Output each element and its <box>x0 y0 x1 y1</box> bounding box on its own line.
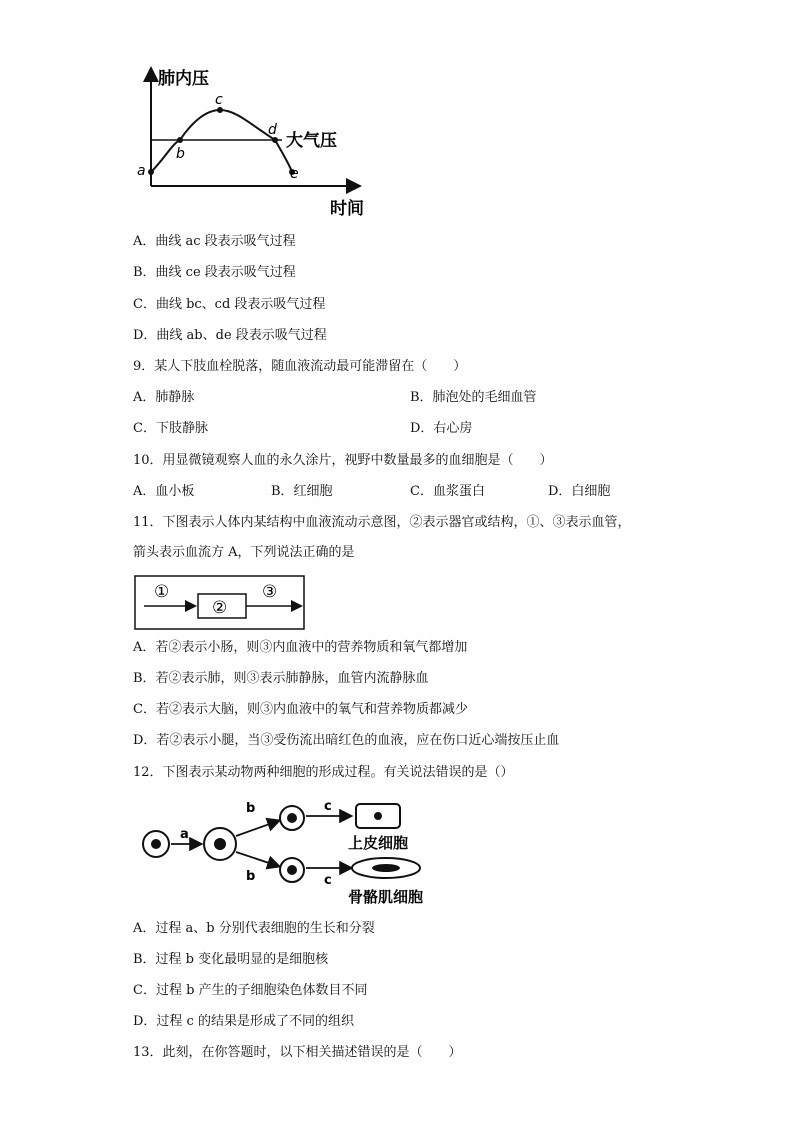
muscle-cell-label: 骨骼肌细胞 <box>348 888 424 906</box>
label-d: d <box>268 122 277 138</box>
pressure-curve <box>151 110 292 172</box>
point-b <box>177 137 183 143</box>
label-b-upper: b <box>246 801 256 816</box>
q8-option-c: C．曲线 bc、cd 段表示吸气过程 <box>133 297 326 312</box>
lung-pressure-figure <box>130 62 370 222</box>
daughter-cell-upper-nucleus <box>287 813 297 823</box>
q9-option-a: A．肺静脉 <box>133 390 195 405</box>
label-a: a <box>180 827 189 842</box>
grown-cell-nucleus <box>214 838 226 850</box>
arrow-b-upper <box>236 821 278 836</box>
q11-option-d: D．若②表示小腿，当③受伤流出暗红色的血液，应在伤口近心端按压止血 <box>133 733 560 748</box>
q10-option-d: D．白细胞 <box>548 484 611 499</box>
y-axis-label: 肺内压 <box>158 69 209 89</box>
daughter-cell-lower-nucleus <box>287 865 297 875</box>
q12-option-c: C．过程 b 产生的子细胞染色体数目不同 <box>133 983 368 998</box>
label-b: b <box>176 146 185 162</box>
epithelial-cell-label: 上皮细胞 <box>348 834 409 852</box>
organ-2-label: ② <box>212 598 228 618</box>
q12-option-b: B．过程 b 变化最明显的是细胞核 <box>133 952 329 967</box>
q11-option-c: C．若②表示大脑，则③内血液中的氧气和营养物质都减少 <box>133 702 468 717</box>
q8-option-a: A．曲线 ac 段表示吸气过程 <box>133 234 296 249</box>
q11-option-a: A．若②表示小肠，则③内血液中的营养物质和氧气都增加 <box>133 640 468 655</box>
label-c: c <box>215 92 223 108</box>
q10-option-a: A．血小板 <box>133 484 195 499</box>
epithelial-cell-nucleus <box>374 812 382 820</box>
q12-option-a: A．过程 a、b 分别代表细胞的生长和分裂 <box>133 921 375 936</box>
q9-option-d: D．右心房 <box>410 421 473 436</box>
atmospheric-label: 大气压 <box>286 131 337 151</box>
arrow-b-lower <box>236 852 278 866</box>
q8-option-d: D．曲线 ab、de 段表示吸气过程 <box>133 328 327 343</box>
origin-cell-nucleus <box>151 839 161 849</box>
x-axis-label: 时间 <box>330 199 364 219</box>
label-c-upper: c <box>324 799 332 814</box>
vessel-3-label: ③ <box>262 582 278 602</box>
q8-option-b: B．曲线 ce 段表示吸气过程 <box>133 265 296 280</box>
q11-option-b: B．若②表示肺，则③表示肺静脉，血管内流静脉血 <box>133 671 429 686</box>
label-c-lower: c <box>324 873 332 888</box>
q12-stem: 12．下图表示某动物两种细胞的形成过程。有关说法错误的是（） <box>133 765 514 780</box>
q10-option-b: B．红细胞 <box>271 484 333 499</box>
vessel-1-label: ① <box>154 582 170 602</box>
q11-stem-line1: 11．下图表示人体内某结构中血液流动示意图，②表示器官或结构，①、③表示血管， <box>133 515 631 530</box>
label-b-lower: b <box>246 869 256 884</box>
q9-option-b: B．肺泡处的毛细血管 <box>410 390 537 405</box>
q11-stem-line2: 箭头表示血流方 A，下列说法正确的是 <box>133 545 355 560</box>
q9-option-c: C．下肢静脉 <box>133 421 208 436</box>
label-a: a <box>137 163 146 179</box>
q10-option-c: C．血浆蛋白 <box>410 484 485 499</box>
q13-stem: 13．此刻，在你答题时，以下相关描述错误的是（ ） <box>133 1045 462 1060</box>
label-e: e <box>290 166 299 182</box>
q10-stem: 10．用显微镜观察人血的永久涂片，视野中数量最多的血细胞是（ ） <box>133 453 553 468</box>
cell-formation-figure <box>138 796 438 916</box>
q9-stem: 9．某人下肢血栓脱落，随血液流动最可能滞留在（ ） <box>133 359 467 374</box>
point-a <box>148 169 154 175</box>
blood-flow-figure <box>134 575 306 631</box>
muscle-cell-nucleus <box>372 864 400 872</box>
q12-option-d: D．过程 c 的结果是形成了不同的组织 <box>133 1014 354 1029</box>
